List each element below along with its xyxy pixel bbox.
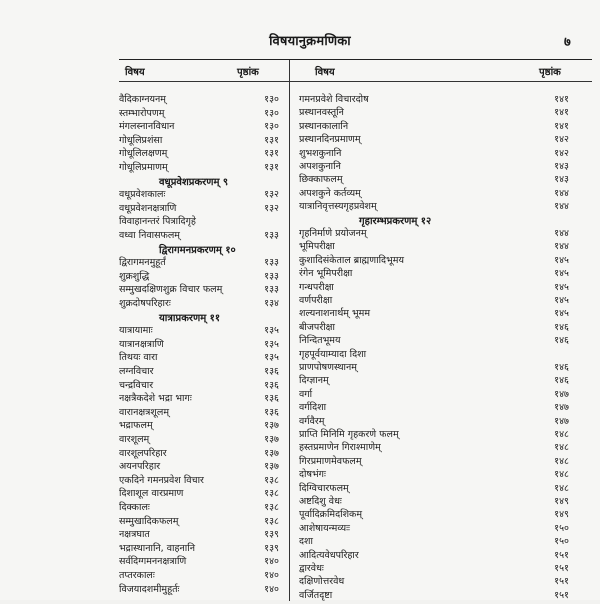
entry-title: एकदिने गमनप्रवेश विचार — [119, 474, 204, 486]
entry-title: मंगलस्नानविधान — [119, 121, 175, 133]
entry-page-number: १४७ — [554, 402, 569, 414]
page-number: ७ — [564, 35, 571, 50]
entry-title: विजयादशमीमुहूर्तः — [119, 583, 180, 595]
entry-page-number: १३२ — [264, 189, 279, 201]
entry-title: गोधूलिलक्षणम् — [119, 148, 168, 160]
entry-page-number: १३० — [264, 107, 279, 119]
entry-title: तप्तरकालः — [119, 570, 155, 581]
entry-page-number: १४३ — [554, 161, 569, 172]
table-of-contents — [119, 59, 592, 601]
entry-page-number: १४१ — [554, 107, 569, 119]
entry-title: प्राणपोषणस्थानम् — [299, 362, 357, 373]
entry-title: हस्तप्रमाणेन गिराश्माणेम् — [299, 442, 381, 454]
entry-title: दिशाशूल वारप्रमाण — [119, 488, 184, 500]
entry-title: सम्मुखादिकफलम् — [119, 515, 179, 527]
entry-page-number: १५० — [554, 536, 569, 548]
left-page-heading: पृष्ठांक — [237, 67, 259, 78]
entry-title: कुशादिसंकेताल ब्राह्मणादिभूमय — [299, 254, 404, 266]
column-divider — [289, 60, 290, 601]
entry-page-number: १४७ — [554, 415, 569, 427]
entry-page-number: १४६ — [554, 375, 569, 387]
page-title: विषयानुक्रमणिका — [269, 34, 351, 49]
entry-page-number: १३७ — [264, 434, 279, 445]
entry-page-number: १४६ — [554, 362, 569, 373]
entry-page-number: १४२ — [554, 134, 569, 146]
entry-title: भूमिपरीक्षा — [299, 241, 335, 253]
entry-page-number: १३२ — [264, 202, 279, 214]
entry-title: लग्नविचार — [119, 366, 154, 377]
entry-title: गोधूलिप्रशंसा — [119, 134, 163, 146]
entry-title: गन्धपरीक्षा — [299, 281, 334, 293]
entry-page-number: १४८ — [554, 455, 569, 467]
toc-entry — [299, 586, 569, 604]
entry-page-number: १४१ — [554, 94, 569, 105]
entry-page-number: १४५ — [554, 268, 569, 280]
left-column-heading: विषय — [125, 67, 145, 78]
entry-page-number: १४६ — [554, 335, 569, 347]
entry-title: दक्षिणोत्तरवेध — [299, 576, 345, 588]
entry-page-number: १५१ — [554, 576, 569, 588]
entry-page-number: १३६ — [264, 406, 279, 418]
entry-page-number: १४७ — [554, 388, 569, 400]
entry-title: भद्रास्थानानि, वाहनानि — [119, 542, 195, 554]
entry-title: दिग्ज्ञानम् — [299, 375, 329, 387]
entry-page-number: १३३ — [264, 257, 279, 269]
entry-title: रंगेन भूमिपरीक्षा — [299, 268, 353, 280]
entry-title: यात्रायामाः — [119, 325, 153, 337]
entry-page-number: १५१ — [554, 549, 569, 561]
entry-page-number: १३५ — [264, 352, 279, 364]
entry-title: स्तम्भारोपणम् — [119, 107, 165, 119]
toc-entry — [299, 197, 569, 215]
entry-title: प्रस्थानदिनप्रमाणम् — [299, 134, 361, 146]
entry-page-number: १५१ — [554, 563, 569, 574]
section-heading: वधूप्रवेशप्रकरणम् ९ — [159, 176, 229, 188]
entry-title: वारशूलपरिहार — [119, 447, 167, 459]
entry-title: प्राप्ति मिनिमि गृहकरणे फलम् — [299, 429, 399, 440]
entry-title: अयनपरिहार — [119, 461, 161, 473]
entry-page-number: १३१ — [264, 162, 279, 173]
entry-page-number: १३३ — [264, 284, 279, 296]
entry-title: वैदिकाग्नयनम् — [119, 94, 166, 105]
entry-title: विवाहानन्तरं पित्रादिगृहे — [119, 216, 196, 228]
entry-title: शुक्रशुद्धि — [119, 270, 150, 282]
entry-page-number: १४४ — [554, 241, 569, 253]
entry-page-number: १४८ — [554, 442, 569, 454]
entry-title: वर्णपरीक्षा — [299, 295, 333, 306]
entry-title: बीजपरीक्षा — [299, 321, 335, 333]
section-heading: गृहारम्भप्रकरणम् १२ — [359, 215, 432, 227]
entry-title: यात्रानक्षत्राणि — [119, 338, 164, 350]
entry-title: प्रस्थानवस्तूनि — [299, 107, 344, 119]
entry-title: प्रस्थानकालानि — [299, 120, 349, 132]
entry-page-number: १४० — [264, 556, 279, 568]
entry-title: अपशकुने कर्तव्यम् — [299, 187, 361, 199]
entry-page-number: १३६ — [264, 379, 279, 391]
entry-title: यात्रानिवृत्तस्यगृहप्रवेशम् — [299, 201, 377, 213]
entry-title: वधूप्रवेशनक्षत्राणि — [119, 202, 177, 214]
header-rule — [119, 81, 592, 82]
entry-title: गृहनिर्माणे प्रयोजनम् — [299, 228, 367, 239]
entry-title: द्विरागमनमुहूर्तं — [119, 257, 166, 269]
entry-page-number: १४५ — [554, 254, 569, 266]
entry-page-number: १४३ — [554, 174, 569, 186]
running-head — [0, 31, 600, 51]
entry-title: वर्गदिशा — [299, 402, 327, 414]
entry-title: गृहपूर्वयाम्यादा दिशा — [299, 348, 367, 360]
entry-title: द्वारवेधः — [299, 563, 324, 574]
entry-title: वारानक्षत्रशूलम् — [119, 406, 169, 418]
entry-page-number: १४८ — [554, 429, 569, 440]
entry-page-number: १३७ — [264, 420, 279, 432]
entry-page-number: १४५ — [554, 295, 569, 306]
entry-title: अपशकुनानि — [299, 161, 341, 172]
entry-page-number: १४० — [264, 583, 279, 595]
entry-page-number: १३८ — [264, 474, 279, 486]
entry-title: दिक्कालः — [119, 502, 150, 513]
entry-page-number: १४५ — [554, 281, 569, 293]
entry-page-number: १३८ — [264, 488, 279, 500]
entry-title: वारशूलम् — [119, 434, 150, 445]
entry-title: गमनप्रवेशे विचारदोष — [299, 94, 369, 105]
entry-page-number: १४४ — [554, 201, 569, 213]
entry-title: वध्वा निवासफलम् — [119, 230, 180, 241]
entry-page-number: १३८ — [264, 515, 279, 527]
entry-title: सम्मुखदक्षिणशुक्र विचार फलम् — [119, 284, 223, 296]
entry-page-number: १३६ — [264, 393, 279, 405]
entry-title: नक्षत्रघात — [119, 529, 150, 541]
entry-page-number: १४६ — [554, 321, 569, 333]
right-page-heading: पृष्ठांक — [539, 67, 561, 78]
entry-page-number: १४४ — [554, 228, 569, 239]
entry-page-number: १४८ — [554, 482, 569, 494]
entry-title: वर्गवैरम् — [299, 415, 325, 427]
entry-title: आदित्यवेधपरिहार — [299, 549, 359, 561]
entry-page-number: १३१ — [264, 134, 279, 146]
entry-page-number: १३३ — [264, 270, 279, 282]
entry-title: शुभशकुनानि — [299, 147, 342, 159]
entry-page-number: १५१ — [554, 589, 569, 601]
entry-title: सर्वदिग्गमननक्षत्राणि — [119, 556, 187, 568]
entry-title: गिरप्रमाणमेवफलम् — [299, 455, 362, 467]
entry-page-number: १३३ — [264, 230, 279, 241]
entry-title: तिथयः वारा — [119, 352, 158, 364]
entry-page-number: १३९ — [264, 529, 279, 541]
entry-page-number: १४५ — [554, 308, 569, 320]
entry-page-number: १३४ — [264, 298, 279, 309]
entry-title: निन्दितभूमय — [299, 335, 341, 347]
entry-title: दिग्विचारफलम् — [299, 482, 349, 494]
entry-title: आशेषायन्मव्यःः — [299, 522, 350, 534]
entry-title: अष्टदिशु वेधः — [299, 496, 342, 507]
entry-title: पूर्वादिक्रमिदशिकम् — [299, 509, 363, 521]
section-heading: यात्राप्रकरणम् ११ — [159, 312, 221, 324]
entry-page-number: १३५ — [264, 338, 279, 350]
entry-title: वर्गा — [299, 388, 313, 400]
entry-page-number: १३० — [264, 121, 279, 133]
entry-title: गोधूलिप्रमाणम् — [119, 162, 168, 173]
entry-page-number: १३० — [264, 94, 279, 105]
entry-title: दशा — [299, 536, 313, 548]
entry-page-number: १४२ — [554, 147, 569, 159]
entry-page-number: १५० — [554, 522, 569, 534]
entry-page-number: १३९ — [264, 542, 279, 554]
entry-page-number: १३५ — [264, 325, 279, 337]
entry-title: शल्यनाशनार्थम् भूमम — [299, 308, 371, 320]
entry-page-number: १४८ — [554, 469, 569, 481]
entry-title: भद्राफलम् — [119, 420, 153, 432]
entry-page-number: १३७ — [264, 461, 279, 473]
entry-page-number: १४९ — [554, 509, 569, 521]
entry-page-number: १४४ — [554, 187, 569, 199]
entry-page-number: १४० — [264, 570, 279, 581]
entry-page-number: १४९ — [554, 496, 569, 507]
entry-title: वर्जितदृष्टा — [299, 589, 333, 601]
toc-entry — [119, 580, 279, 598]
entry-title: शुक्रदोषपरिहारः — [119, 298, 171, 309]
entry-title: नक्षत्रैकदेशे भद्रा भागः — [119, 393, 192, 405]
right-column-heading: विषय — [315, 67, 335, 78]
entry-page-number: १३७ — [264, 447, 279, 459]
entry-title: वधूप्रवेशकालः — [119, 189, 166, 201]
entry-page-number: १३६ — [264, 366, 279, 377]
section-heading: द्विरागमनप्रकरणम् १० — [159, 244, 236, 256]
entry-page-number: १३१ — [264, 148, 279, 160]
entry-page-number: १३८ — [264, 502, 279, 513]
entry-title: दोषभंगः — [299, 469, 326, 481]
entry-title: छिक्काफलम् — [299, 174, 343, 186]
entry-title: चन्द्रविचार — [119, 379, 154, 391]
entry-page-number: १४१ — [554, 120, 569, 132]
